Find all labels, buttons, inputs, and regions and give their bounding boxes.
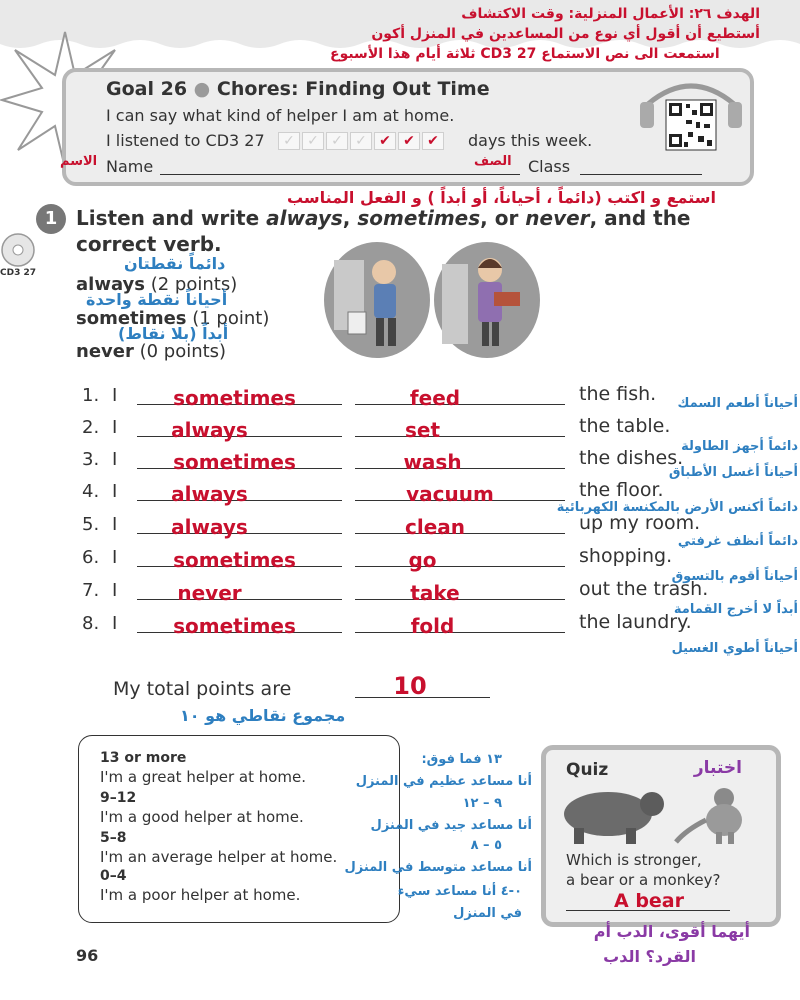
score-range: 13 or more [100,750,187,766]
frequency-answer: sometimes [173,386,296,410]
item-subject: I [112,385,118,406]
arabic-listen-before: استمعت الى نص الاستماع [541,46,720,62]
score-note-arabic: أنا مساعد جيد في المنزل [370,818,532,833]
verb-answer: feed [409,386,461,410]
item-rest: the fish. [579,383,657,405]
listened-suffix: days this week. [468,131,593,150]
score-note-arabic: ٠-٤ أنا مساعد سيء [397,884,522,899]
quiz-arabic-line1: أيهما أقوى، الدب أم [593,922,750,941]
class-label-arabic: الصف [474,154,512,169]
item-subject: I [112,547,118,568]
quiz-title-arabic: اختبار [693,758,742,778]
arabic-listen-line [330,46,720,62]
verb-answer: wash [403,450,462,474]
item-number: 6. [82,547,100,568]
day-checkbox[interactable]: ✓ [302,132,324,150]
verb-answer: fold [410,614,455,638]
item-rest: shopping. [579,545,673,567]
score-note-arabic: ٥ – ٨ [470,838,502,853]
verb-answer: go [408,548,437,572]
item-rest: the table. [579,415,671,437]
arabic-listen-cd: CD3 27 [480,46,537,62]
day-checkbox[interactable]: ✓ [350,132,372,150]
item-number: 3. [82,449,100,470]
item-subject: I [112,481,118,502]
instruction-sometimes: sometimes [357,206,481,230]
item-translation: دائماً أنظف غرفتي [677,534,798,549]
arabic-goal-line: الهدف ٢٦: الأعمال المنزلية: وقت الاكتشاف [461,6,760,22]
quiz-answer: A bear [614,890,684,912]
legend-points: (0 points) [133,341,227,362]
item-number: 5. [82,514,100,535]
item-subject: I [112,514,118,535]
day-checkbox-checked[interactable]: ✔ [422,132,444,150]
name-label: Name [106,157,154,176]
score-range: 5–8 [100,830,127,846]
headphones-qr-icon [636,74,746,166]
frequency-answer: always [171,418,248,442]
goal-number: Goal 26 [106,78,188,100]
arabic-can-line: أستطيع أن أقول أي نوع من المساعدين في المنزل أكون [371,26,760,42]
score-note-arabic: أنا مساعد عظيم في المنزل [355,774,532,789]
girl-illustration [432,240,542,360]
score-text: I'm a good helper at home. [100,808,304,826]
instruction-line1 [76,206,691,230]
item-rest: the dishes. [579,447,684,469]
instruction-arabic: استمع و اكتب (دائماً ، أحياناً، أو أبداً ) و الفعل المناسب [286,188,716,207]
goal-title [106,78,490,100]
item-number: 1. [82,385,100,406]
instruction-line2: correct verb. [76,232,222,256]
legend-never-arabic: أبداً (بلا نقاط) [118,324,229,343]
item-subject: I [112,580,118,601]
item-translation: أحياناً أطعم السمك [677,396,798,411]
legend-points: (2 points) [145,274,238,295]
item-translation: أحياناً أغسل الأطباق [668,465,798,480]
quiz-arabic-line2: القرد؟ الدب [603,947,696,966]
day-checkbox[interactable]: ✓ [326,132,348,150]
item-rest: up my room. [579,512,701,534]
legend-never [76,341,226,362]
class-field[interactable] [580,174,702,175]
instruction-part: Listen and write [76,206,267,230]
total-points-value: 10 [393,672,427,700]
legend-points: (1 point) [186,308,270,329]
verb-answer: clean [404,515,465,539]
score-note-arabic: أنا مساعد متوسط في المنزل [344,860,532,875]
score-text: I'm a great helper at home. [100,768,307,786]
frequency-answer: sometimes [173,450,296,474]
page-number: 96 [76,946,99,965]
name-label-arabic: الاسم [60,154,98,169]
bullet-dot: ● [193,78,211,100]
item-subject: I [112,417,118,438]
item-translation: دائماً أكنس الأرض بالمكنسة الكهربائية [556,500,798,515]
score-note-arabic: ١٣ فما فوق: [421,752,502,767]
quiz-question-line1: Which is stronger, [566,851,702,869]
cd-label: CD3 27 [0,268,36,278]
score-range: 9–12 [100,790,137,806]
instruction-part: , [342,206,358,230]
item-translation: أحياناً أقوم بالتسوق [671,569,798,584]
frequency-answer: sometimes [173,548,296,572]
name-field[interactable] [160,174,520,175]
instruction-part: , or [480,206,526,230]
quiz-question-line2: a bear or a monkey? [566,871,721,889]
legend-word: always [76,274,145,295]
score-note-arabic: ٩ – ١٢ [462,796,502,811]
listened-prefix: I listened to CD3 27 [106,131,265,150]
goal-topic: Chores: Finding Out Time [216,78,490,100]
day-checkbox[interactable]: ✓ [278,132,300,150]
item-number: 4. [82,481,100,502]
class-label: Class [528,157,571,176]
can-say-text: I can say what kind of helper I am at home. [106,106,455,125]
item-number: 7. [82,580,100,601]
arabic-listen-after: ثلاثة أيام هذا الأسبوع [330,46,476,62]
frequency-answer: always [171,482,248,506]
total-points-label: My total points are [113,678,292,700]
legend-sometimes-arabic: أحياناً نقطة واحدة [86,290,228,309]
day-checkbox-checked[interactable]: ✔ [374,132,396,150]
frequency-answer: always [171,515,248,539]
legend-always-arabic: دائماً نقطتان [124,254,226,273]
item-translation: أبداً لا أخرج القمامة [673,602,798,617]
item-translation: أحياناً أطوي الغسيل [671,641,798,656]
verb-answer: vacuum [406,482,494,506]
cd-icon[interactable] [0,232,36,268]
instruction-part: , and the [589,206,691,230]
item-rest: out the trash. [579,578,709,600]
item-rest: the laundry. [579,611,692,633]
total-points-arabic: مجموع نقاطي هو ١٠ [180,706,346,725]
score-text: I'm a poor helper at home. [100,886,301,904]
frequency-answer: sometimes [173,614,296,638]
boy-illustration [322,240,432,360]
verb-answer: take [410,581,460,605]
item-rest: the floor. [579,479,664,501]
item-subject: I [112,449,118,470]
score-note-arabic: في المنزل [453,906,522,921]
verb-answer: set [404,418,441,442]
frequency-answer: never [177,581,242,605]
days-checkboxes [278,130,446,150]
quiz-title: Quiz [566,760,609,780]
day-checkbox-checked[interactable]: ✔ [398,132,420,150]
instruction-always: always [266,206,343,230]
score-text: I'm an average helper at home. [100,848,338,866]
item-subject: I [112,613,118,634]
bear-monkey-illustration [556,784,772,846]
score-range: 0–4 [100,868,127,884]
item-number: 2. [82,417,100,438]
legend-word: never [76,341,134,362]
instruction-never: never [525,206,590,230]
item-translation: دائماً أجهز الطاولة [681,439,798,454]
exercise-number-badge: 1 [36,204,66,234]
legend-word: sometimes [76,308,187,329]
item-number: 8. [82,613,100,634]
